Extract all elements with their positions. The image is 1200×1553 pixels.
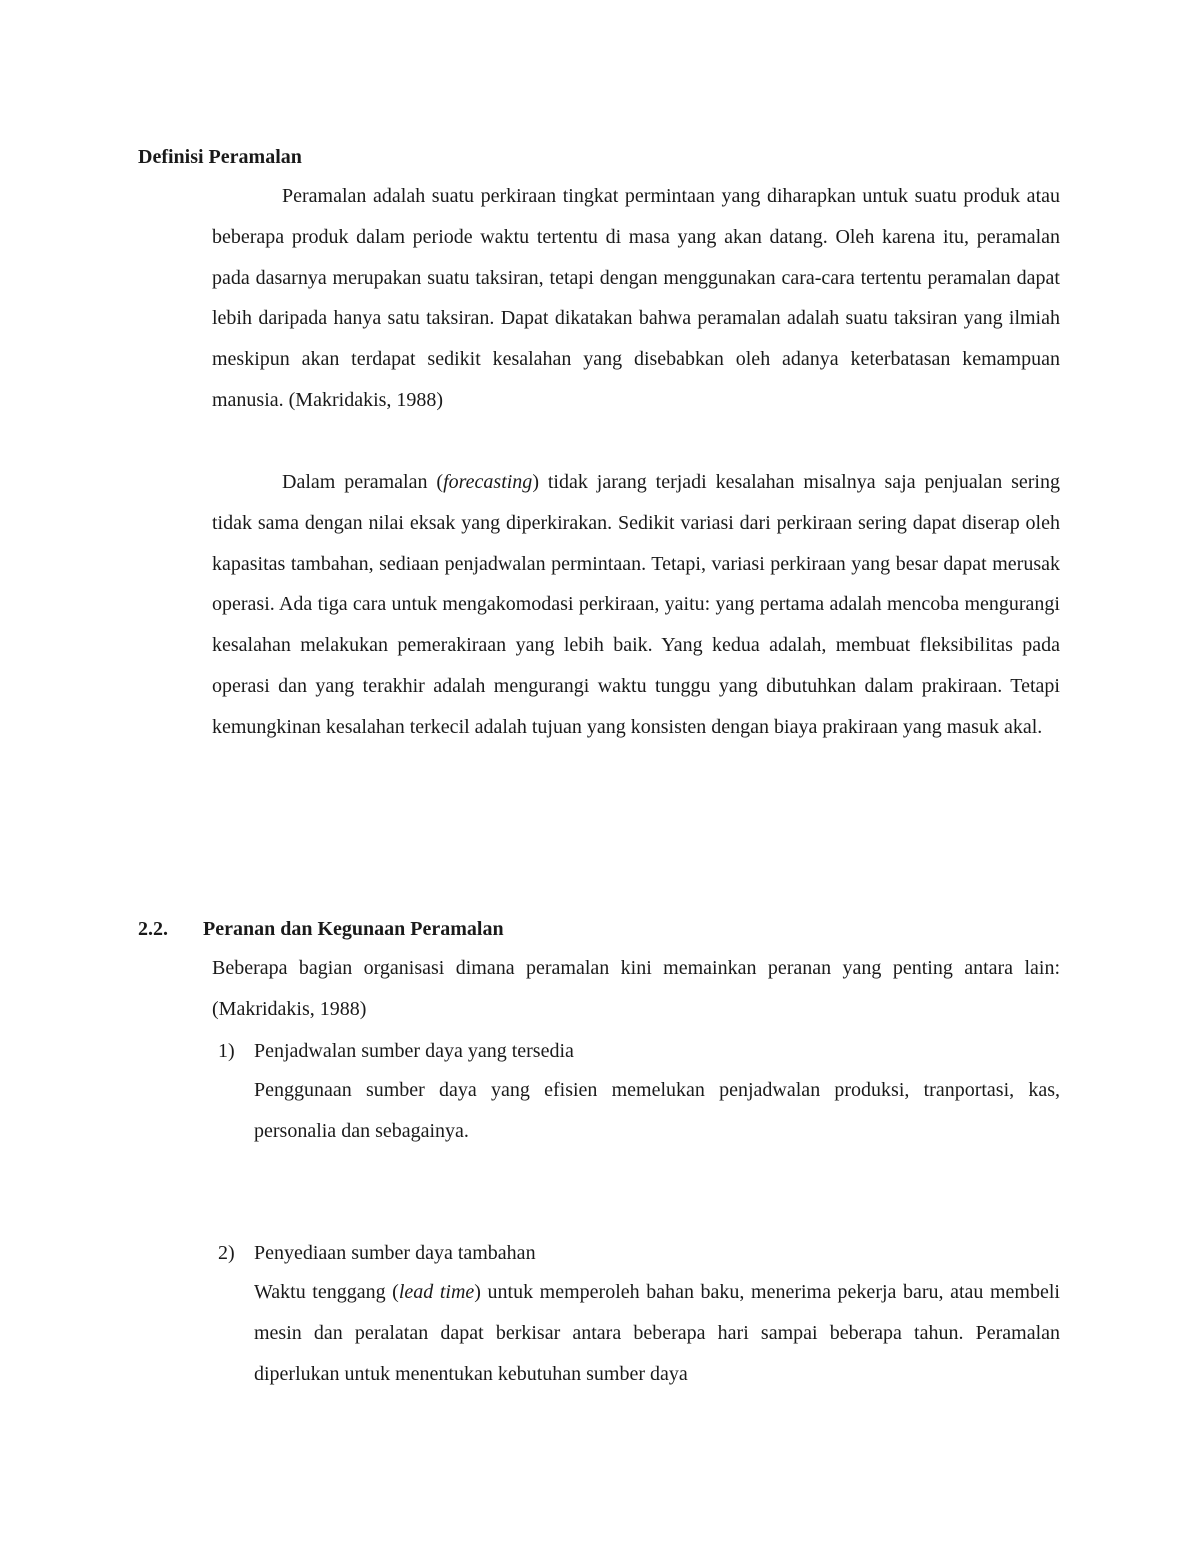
list-item-title: Penjadwalan sumber daya yang tersedia [254,1040,574,1062]
list-item-number: 1) [218,1040,235,1062]
definisi-paragraph-2 [212,462,1060,748]
section-title-definisi: Definisi Peramalan [138,146,302,168]
definisi-paragraph-1: Peramalan adalah suatu perkiraan tingkat permintaan yang diharapkan untuk suatu produk atau beberapa produk dalam periode waktu tertentu di masa yang akan datang. Oleh karena itu, peramalan pada dasarnya merupakan suatu taksiran, tetapi dengan menggunakan cara-cara tertentu peramalan dapat lebih daripada hanya satu taksiran. Dapat dikatakan bahwa peramalan adalah suatu taksiran yang ilmiah meskipun akan terdapat sedikit kesalahan yang disebabkan oleh adanya keterbatasan kemampuan manusia. (Makridakis, 1988) [212,185,1060,411]
list-item-number: 2) [218,1242,235,1264]
list-item-body [254,1070,1060,1152]
forecasting-term: forecasting [443,471,533,493]
definisi-paragraph-2-text-a: Dalam peramalan ( [282,471,444,493]
list-item-body-text: Penggunaan sumber daya yang efisien memelukan penjadwalan produksi, tranportasi, kas, personalia dan sebagainya. [254,1079,1060,1142]
section-number: 2.2. [138,918,168,940]
list-item-body-text-a: Waktu tenggang ( [254,1281,399,1303]
section-2-2-intro: Beberapa bagian organisasi dimana peramalan kini memainkan peranan yang penting antara lain: (Makridakis, 1988) [212,957,1060,1020]
section-title-peranan: Peranan dan Kegunaan Peramalan [203,918,504,940]
list-item-body [254,1272,1060,1394]
definisi-paragraph-2-text-b: ) tidak jarang terjadi kesalahan misalnya saja penjualan sering tidak sama dengan nilai eksak yang diperkirakan. Sedikit variasi dari perkiraan sering dapat diserap oleh kapasitas tambahan, sediaan penjadwalan permintaan. Tetapi, variasi perkiraan yang besar dapat merusak operasi. Ada tiga cara untuk mengakomodasi perkiraan, yaitu: yang pertama adalah mencoba mengurangi kesalahan melakukan pemerakiraan yang lebih baik. Yang kedua adalah, membuat fleksibilitas pada operasi dan yang terakhir adalah mengurangi waktu tunggu yang dibutuhkan dalam prakiraan. Tetapi kemungkinan kesalahan terkecil adalah tujuan yang konsisten dengan biaya prakiraan yang masuk akal. [212,471,1060,738]
list-item-title: Penyediaan sumber daya tambahan [254,1242,536,1264]
lead-time-term: lead time [398,1281,475,1303]
list-item-body-text-b: ) untuk memperoleh bahan baku, menerima pekerja baru, atau membeli mesin dan peralatan dapat berkisar antara beberapa hari sampai beberapa tahun. Peramalan diperlukan untuk menentukan kebutuhan sumber daya [254,1281,1060,1385]
